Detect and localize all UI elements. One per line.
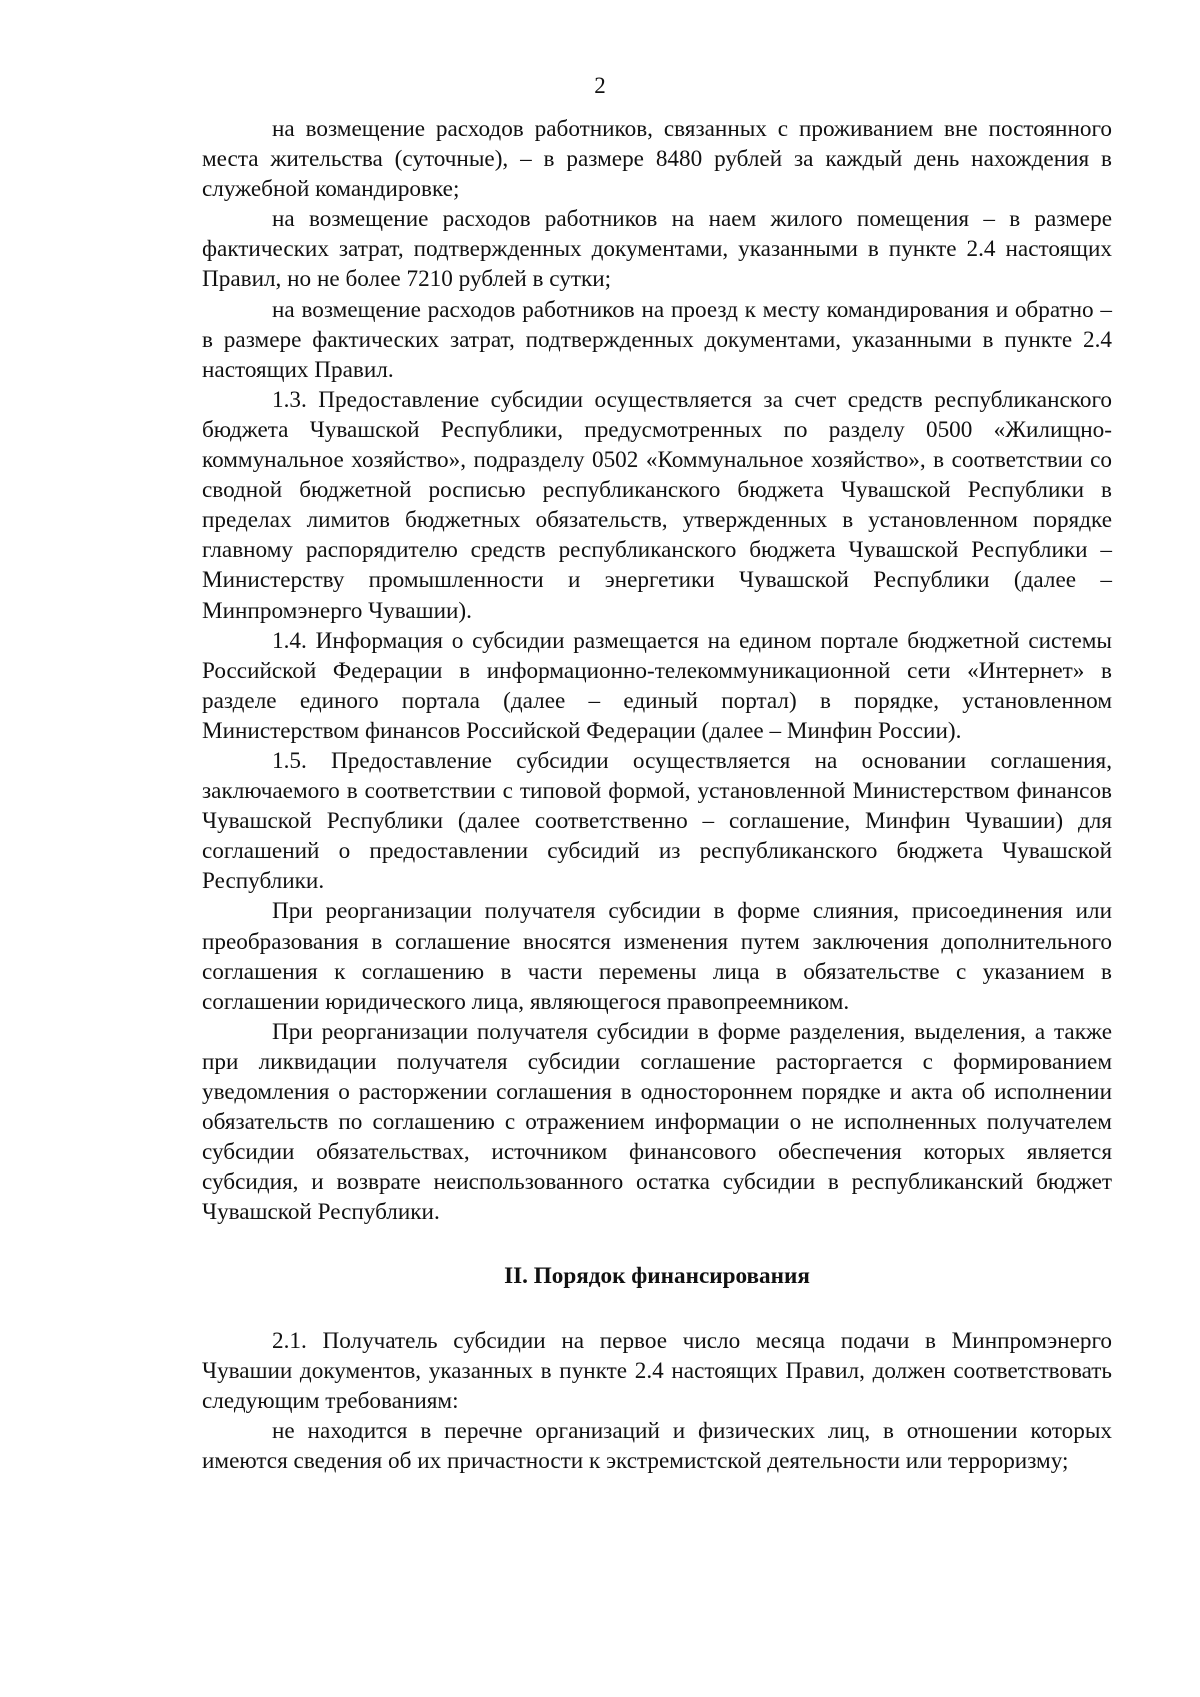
paragraph-2-1: 2.1. Получатель субсидии на первое число месяца подачи в Минпромэнерго Чувашии документов, указанных в пункте 2.4 настоящих Правил, должен соответствовать следующим требованиям:	[202, 1327, 1112, 1414]
page-number: 2	[594, 73, 606, 98]
paragraph-1-5: 1.5. Предоставление субсидии осуществляется на основании соглашения, заключаемого в соответствии с типовой формой, установленной Министерством финансов Чувашской Республики (далее соответственно – соглашение, Минфин Чувашии) для соглашений о предоставлении субсидий из республиканского бюджета Чувашской Республики.	[202, 747, 1112, 895]
paragraph-extremism-list: не находится в перечне организаций и физических лиц, в отношении которых имеются сведения об их причастности к экстремистской деятельности или терроризму;	[202, 1417, 1112, 1474]
paragraph-housing: на возмещение расходов работников на наем жилого помещения – в размере фактических затрат, подтвержденных документами, указанными в пункте 2.4 настоящих Правил, но не более 7210 рублей в сутки;	[202, 206, 1112, 293]
paragraph-travel: на возмещение расходов работников на проезд к месту командирования и обратно – в размере фактических затрат, подтвержденных документами, указанными в пункте 2.4 настоящих Правил.	[202, 296, 1112, 383]
paragraph-reorganization-division: При реорганизации получателя субсидии в форме разделения, выделения, а также при ликвидации получателя субсидии соглашение расторгается с формированием уведомления о расторжении соглашения в одностороннем порядке и акта об исполнении обязательств по соглашению с отражением информации о не исполненных получателем субсидии обязательствах, источником финансового обеспечения которых является субсидия, и возврате неиспользованного остатка субсидии в республиканский бюджет Чувашской Республики.	[202, 1018, 1112, 1226]
section-heading: II. Порядок финансирования	[504, 1263, 810, 1290]
paragraph-1-3: 1.3. Предоставление субсидии осуществляется за счет средств республиканского бюджета Чувашской Республики, предусмотренных по разделу 0500 «Жилищно-коммунальное хозяйство», подразделу 0502 «Коммунальное хозяйство», в соответствии со сводной бюджетной росписью республиканского бюджета Чувашской Республики в пределах лимитов бюджетных обязательств, утвержденных в установленном порядке главному распорядителю средств республиканского бюджета Чувашской Республики – Министерству промышленности и энергетики Чувашской Республики (далее – Минпромэнерго Чувашии).	[202, 386, 1112, 624]
paragraph-per-diem: на возмещение расходов работников, связанных с проживанием вне постоянного места жительства (суточные), – в размере 8480 рублей за каждый день нахождения в служебной командировке;	[202, 116, 1112, 203]
paragraph-1-4: 1.4. Информация о субсидии размещается на едином портале бюджетной системы Российской Федерации в информационно-телекоммуникационной сети «Интернет» в разделе единого портала (далее – единый портал) в порядке, установленном Министерством финансов Российской Федерации (далее – Минфин России).	[202, 627, 1112, 744]
document-body	[202, 114, 1112, 1476]
paragraph-reorganization-merger: При реорганизации получателя субсидии в форме слияния, присоединения или преобразования в соглашение вносятся изменения путем заключения дополнительного соглашения к соглашению в части перемены лица в обязательстве с указанием в соглашении юридического лица, являющегося правопреемником.	[202, 898, 1112, 1015]
